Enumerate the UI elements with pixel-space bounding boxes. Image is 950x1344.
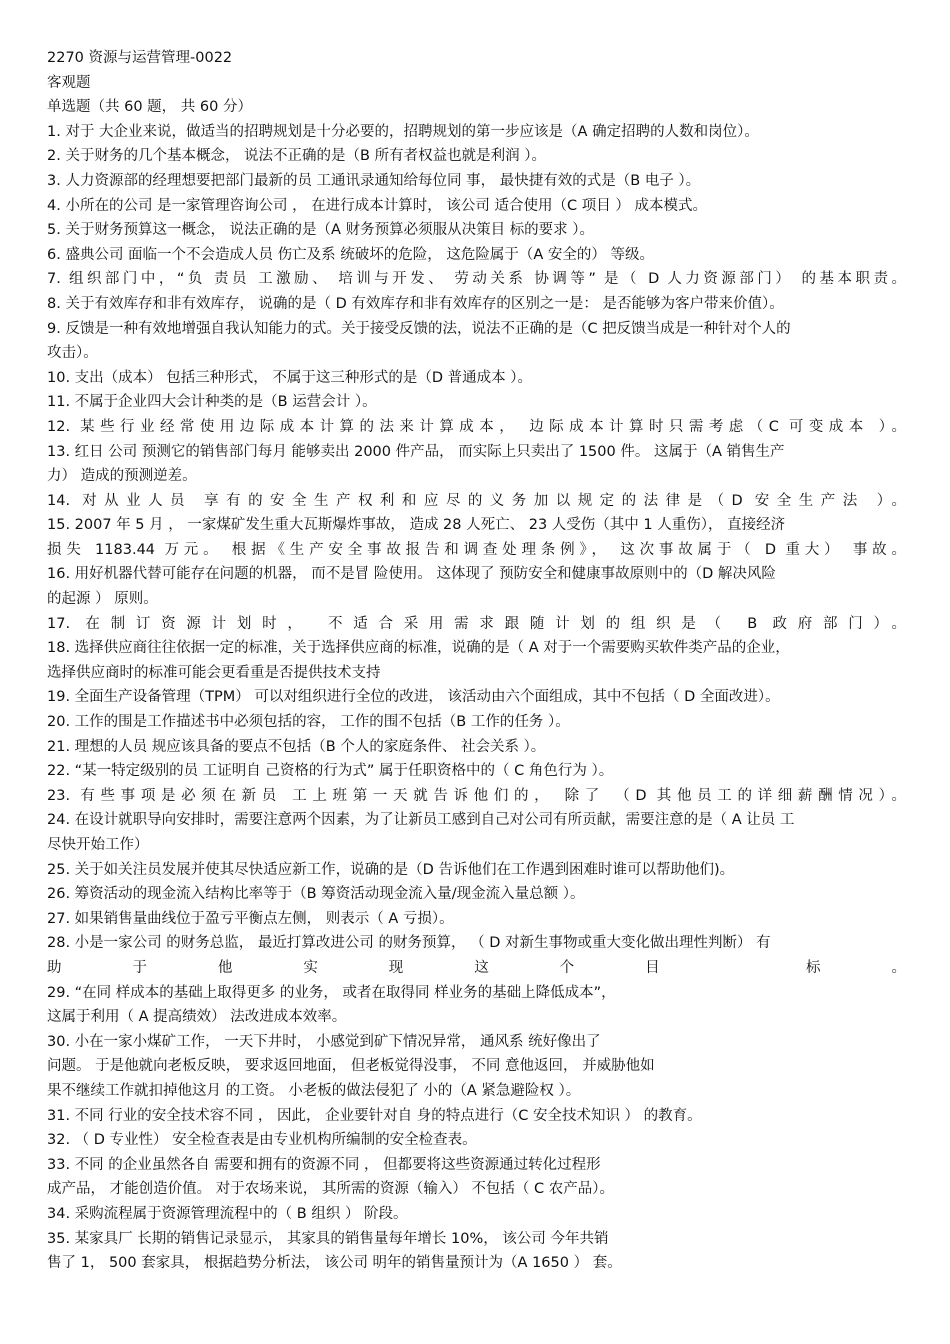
text-line: 10. 支出（成本） 包括三种形式， 不属于这三种形式的是（D 普通成本 ）。 [47, 369, 533, 386]
text-line: 27. 如果销售量曲线位于盈亏平衡点左侧， 则表示（ A 亏损）。 [47, 910, 454, 927]
text-line: 成产品， 才能创造价值。 对于农场来说， 其所需的资源（输入） 不包括（ C 农产品）。 [47, 1181, 615, 1198]
text-line: 的起源 ） 原则。 [47, 591, 158, 608]
text-line: 20. 工作的围是工作描述书中必须包括的容， 工作的围不包括（B 工作的任务 ）。 [47, 714, 570, 731]
text-line: 14. 对从业人员 享有的安全生产权利和应尽的义务加以规定的法律是（D 安全生产法 ）。 [47, 492, 906, 509]
text-line: 25. 关于如关注员发展并使其尽快适应新工作，说确的是（D 告诉他们在工作遇到困难时谁可以帮助他们)。 [47, 861, 735, 878]
text-line: 4. 小所在的公司 是一家管理咨询公司 ， 在进行成本计算时， 该公司 适合使用（C 项目 ） 成本模式。 [47, 197, 707, 214]
document-title: 2270 资源与运营管理-0022 [47, 50, 233, 66]
text-line: 8. 关于有效库存和非有效库存， 说确的是（ D 有效库存和非有效库存的区别之一是： 是否能够为客户带来价值）。 [47, 295, 784, 312]
text-line: 19. 全面生产设备管理（TPM） 可以对组织进行全位的改进， 该活动由六个面组成，其中不包括（ D 全面改进）。 [47, 689, 780, 706]
text-line: 攻击）。 [47, 345, 98, 362]
text-line: 售了 1， 500 套家具， 根据趋势分析法， 该公司 明年的销售量预计为（A 1650 ） 套。 [47, 1255, 622, 1272]
text-line: 2. 关于财务的几个基本概念， 说法不正确的是（B 所有者权益也就是利润 ）。 [47, 148, 546, 165]
text-line: 28. 小是一家公司 的财务总监， 最近打算改进公司 的财务预算， （ D 对新生事物或重大变化做出理性判断） 有 [47, 935, 771, 952]
text-line: 力） 造成的预测逆差。 [47, 468, 197, 485]
text-line: 果不继续工作就扣掉他这月 的工资。 小老板的做法侵犯了 小的（A 紧急避险权 ）。 [47, 1082, 581, 1099]
text-line: 助于他实现这个目 标。 [47, 959, 906, 976]
text-line: 32. （ D 专业性） 安全检查表是由专业机构所编制的安全检查表。 [47, 1132, 477, 1149]
text-line: 15. 2007 年 5 月 ， 一家煤矿发生重大瓦斯爆炸事故， 造成 28 人死亡、 23 人受伤（其中 1 人重伤）， 直接经济 [47, 517, 786, 534]
text-line: 21. 理想的人员 规应该具备的要点不包括（B 个人的家庭条件、 社会关系 ）。 [47, 738, 546, 755]
text-line: 问题。 于是他就向老板反映， 要求返回地面， 但老板觉得没事， 不同 意他返回， 并威胁他如 [47, 1058, 655, 1075]
text-line: 22. “某一特定级别的员 工证明自 己资格的行为式” 属于任职资格中的（ C 角色行为 ）。 [47, 763, 614, 780]
document-body [47, 46, 906, 1276]
text-line: 29. “在同 样成本的基础上取得更多 的业务， 或者在取得同 样业务的基础上降低成本”， [47, 984, 616, 1001]
text-line: 损失 1183.44 万元。 根据《生产安全事故报告和调查处理条例》， 这次事故属于（ D 重大） 事故。 [47, 541, 906, 558]
text-line: 单选题（共 60 题， 共 60 分） [47, 99, 252, 116]
text-line: 3. 人力资源部的经理想要把部门最新的员 工通讯录通知给每位同 事， 最快捷有效的式是（B 电子 ）。 [47, 172, 701, 189]
text-line: 30. 小在一家小煤矿工作， 一天下井时， 小感觉到矿下情况异常， 通风系 统好像出了 [47, 1033, 601, 1050]
text-line: 24. 在设计就职导向安排时，需要注意两个因素，为了让新员工感到自己对公司有所贡献，需要注意的是（ A 让员 工 [47, 812, 795, 829]
text-line: 7. 组织部门中，“负 责员 工激励、 培训与开发、 劳动关系 协调等” 是（ D 人力资源部门） 的基本职责。 [47, 271, 906, 288]
text-line: 12. 某些行业经常使用边际成本计算的法来计算成本， 边际成本计算时只需考虑（C 可变成本 ）。 [47, 418, 906, 435]
text-line: 9. 反馈是一种有效地增强自我认知能力的式。关于接受反馈的法，说法不正确的是（C 把反馈当成是一种针对个人的 [47, 320, 791, 337]
text-line: 33. 不同 的企业虽然各自 需要和拥有的资源不同 ， 但都要将这些资源通过转化过程形 [47, 1156, 601, 1173]
text-line: 16. 用好机器代替可能存在问题的机器， 而不是冒 险使用。 这体现了 预防安全和健康事故原则中的（D 解决风险 [47, 566, 776, 583]
text-line: 选择供应商时的标准可能会更看重是否提供技术支持 [47, 664, 381, 681]
text-line: 客观题 [47, 74, 91, 91]
text-line: 31. 不同 行业的安全技术容不同 ， 因此， 企业要针对自 身的特点进行（C 安全技术知识 ） 的教育。 [47, 1107, 702, 1124]
text-line: 26. 筹资活动的现金流入结构比率等于（B 筹资活动现金流入量/现金流入量总额 ）。 [47, 886, 585, 903]
text-line: 11. 不属于企业四大会计种类的是（B 运营会计 ）。 [47, 394, 377, 411]
text-line: 5. 关于财务预算这一概念， 说法正确的是（A 财务预算必须服从决策目 标的要求 ）。 [47, 222, 595, 239]
text-line: 23. 有些事项是必须在新员 工上班第一天就告诉他们的， 除了 （D 其他员工的详细薪酬情况）。 [47, 787, 906, 804]
text-line: 34. 采购流程属于资源管理流程中的（ B 组织 ） 阶段。 [47, 1205, 408, 1222]
text-line: 这属于利用（ A 提高绩效） 法改进成本效率。 [47, 1009, 347, 1026]
text-line: 35. 某家具厂 长期的销售记录显示， 其家具的销售量每年增长 10%， 该公司 今年共销 [47, 1230, 609, 1247]
text-line: 18. 选择供应商往往依据一定的标准，关于选择供应商的标准，说确的是（ A 对于一个需要购买软件类产品的企业， [47, 640, 790, 657]
text-line: 尽快开始工作） [47, 837, 149, 853]
text-line: 1. 对于 大企业来说，做适当的招聘规划是十分必要的，招聘规划的第一步应该是（A 确定招聘的人数和岗位）。 [47, 123, 759, 140]
text-line: 6. 盛典公司 面临一个不会造成人员 伤亡及系 统破坏的危险， 这危险属于（A 安全的） 等级。 [47, 246, 655, 263]
text-line: 17. 在制订资源计划时， 不适合采用需求跟随计划的组织是（ B 政府部门）。 [47, 615, 906, 632]
text-line: 13. 红日 公司 预测它的销售部门每月 能够卖出 2000 件产品， 而实际上只卖出了 1500 件。 这属于（A 销售生产 [47, 443, 785, 460]
